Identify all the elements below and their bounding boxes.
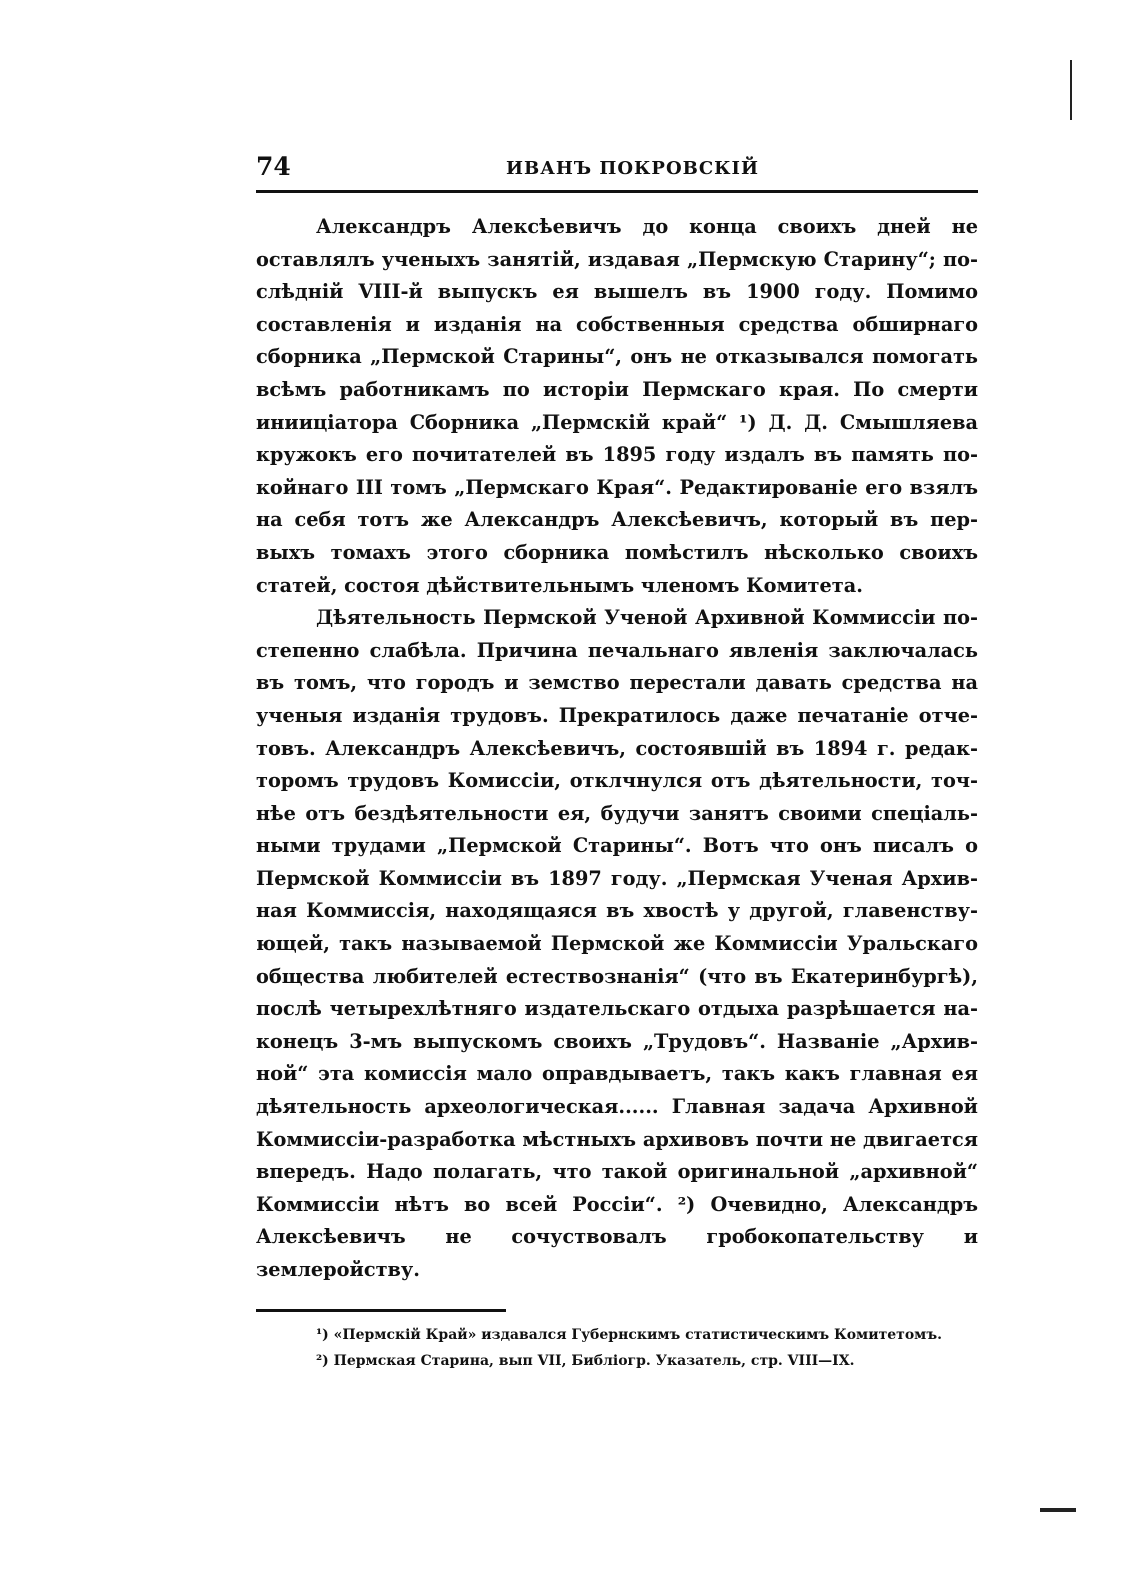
footnote-divider (256, 1309, 506, 1312)
footnotes (256, 1322, 978, 1374)
scan-edge-dash (1040, 1508, 1076, 1512)
paragraph-1: Александръ Алексѣевичъ до конца своихъ дней не оставлялъ ученыхъ занятій, издавая „Пермскую Старину“; послѣдній VIII-й выпускъ ея вышелъ въ 1900 году. Помимо составленія и изданія на собственныя средства обширнаго сборника „Пермской Старины“, онъ не отказывался помогать всѣмъ работникамъ по исторіи Пермскаго края. По смерти инииціатора Сборника „Пермскій край“ ¹) Д. Д. Смышляева кружокъ его почитателей въ 1895 году издалъ въ память покойнаго III томъ „Пермскаго Края“. Редактированіе его взялъ на себя тотъ же Александръ Алексѣевичъ, который въ первыхъ томахъ этого сборника помѣстилъ нѣсколько своихъ статей, состоя дѣйствительнымъ членомъ Комитета. (256, 215, 978, 597)
scan-edge-line (1070, 60, 1072, 120)
running-head (256, 150, 978, 193)
paragraph-2: Дѣятельность Пермской Ученой Архивной Коммиссіи постепенно слабѣла. Причина печальнаго явленія заключалась въ томъ, что городъ и земство перестали давать средства на ученыя изданія трудовъ. Прекратилось даже печатаніе отчетовъ. Александръ Алексѣевичъ, состоявшій въ 1894 г. редакторомъ трудовъ Комиссіи, отклчнулся отъ дѣятельности, точнѣе отъ бездѣятельности ея, будучи занятъ своими спеціальными трудами „Пермской Старины“. Вотъ что онъ писалъ о Пермской Коммиссіи въ 1897 году. „Пермская Ученая Архивная Коммиссія, находящаяся въ хвостѣ у другой, главенствующей, такъ называемой Пермской же Коммиссіи Уральскаго общества любителей естествознанія“ (что въ Екатеринбургѣ), послѣ четырехлѣтняго издательскаго отдыха разрѣшается наконецъ 3-мъ выпускомъ своихъ „Трудовъ“. Названіе „Архивной“ эта комиссія мало оправдываетъ, такъ какъ главная ея дѣятельность археологическая...... Главная задача Архивной Коммиссіи-разработка мѣстныхъ архивовъ почти не двигается впередъ. Надо полагать, что такой оригинальной „архивной“ Коммиссіи нѣтъ во всей Россіи“. ²) Очевидно, Александръ Алексѣевичъ не сочуствовалъ гробокопательству и землеройству. (256, 606, 978, 1281)
body-text (256, 211, 978, 1287)
footnote-1: ¹) «Пермскій Край» издавался Губернскимъ статистическимъ Комитетомъ. (316, 1326, 942, 1343)
footnote-2: ²) Пермская Старина, вып VII, Библіогр. Указатель, стр. VIII—IX. (316, 1352, 855, 1369)
book-page (256, 150, 978, 1374)
page-header-title: ИВАНЪ ПОКРОВСКІЙ (506, 158, 759, 179)
page-number: 74 (256, 152, 291, 181)
